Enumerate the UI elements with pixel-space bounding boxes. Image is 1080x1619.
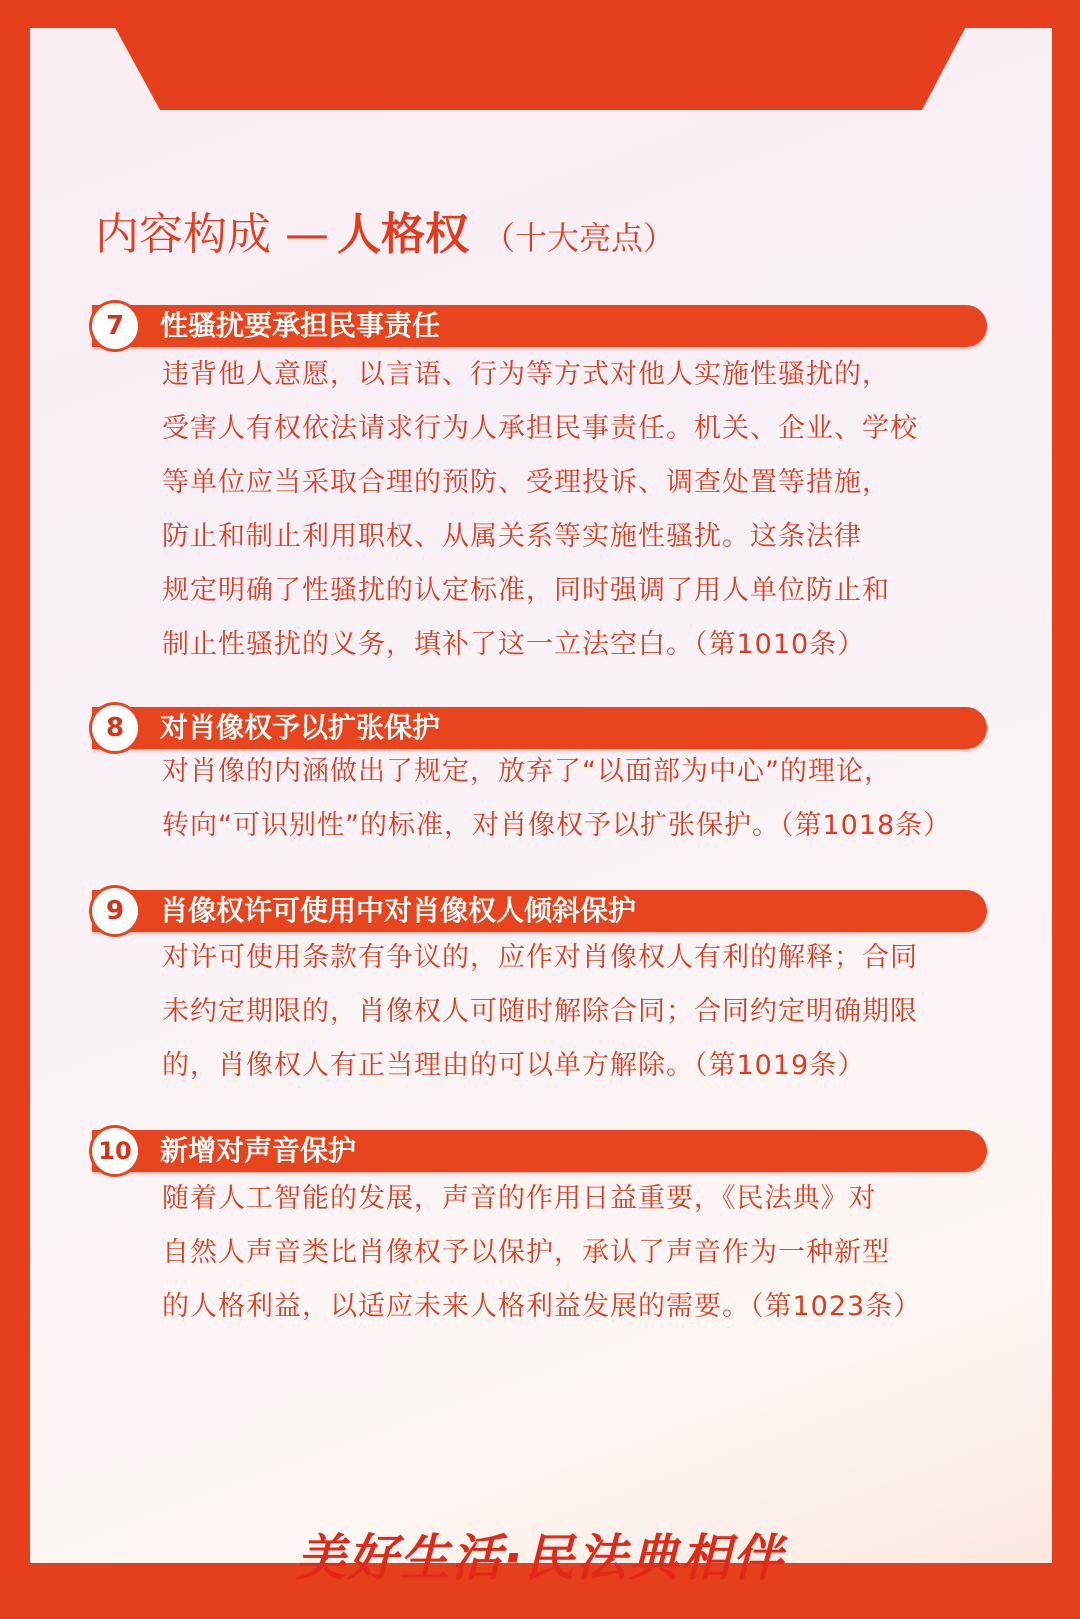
body-line: 对肖像的内涵做出了规定，放弃了“以面部为中心”的理论，: [162, 756, 892, 787]
body-line: 未约定期限的，肖像权人可随时解除合同；合同约定明确期限: [162, 996, 918, 1027]
body-line: 违背他人意愿，以言语、行为等方式对他人实施性骚扰的，: [162, 359, 890, 390]
body-line: 随着人工智能的发展，声音的作用日益重要，《民法典》对: [162, 1183, 877, 1214]
page-title: [95, 200, 675, 270]
body-line: 防止和制止利用职权、从属关系等实施性骚扰。这条法律: [162, 521, 862, 552]
section-body: [162, 348, 962, 672]
section-heading: 对肖像权予以扩张保护: [160, 711, 441, 744]
section-number: 10: [92, 1128, 138, 1174]
section-body: [162, 745, 962, 853]
section-number: 8: [92, 705, 138, 751]
section-number: 7: [92, 303, 138, 349]
title-bold: 人格权: [337, 209, 469, 260]
body-line: 自然人声音类比肖像权予以保护，承认了声音作为一种新型: [162, 1237, 890, 1268]
top-banner-tab: [0, 0, 1080, 112]
body-line: 规定明确了性骚扰的认定标准，同时强调了用人单位防止和: [162, 575, 890, 606]
body-line: 转向“可识别性”的标准，对肖像权予以扩张保护。（第1018条）: [162, 810, 952, 841]
section-body: [162, 931, 962, 1093]
title-main: 内容构成 —: [95, 209, 329, 260]
section-heading: 性骚扰要承担民事责任: [160, 309, 441, 342]
section-number: 9: [92, 888, 138, 934]
body-line: 等单位应当采取合理的预防、受理投诉、调查处置等措施，: [162, 467, 890, 498]
section-heading: 新增对声音保护: [160, 1134, 357, 1167]
section-heading: 肖像权许可使用中对肖像权人倾斜保护: [160, 894, 637, 927]
section-body: [162, 1172, 962, 1334]
body-line: 受害人有权依法请求行为人承担民事责任。机关、企业、学校: [162, 413, 918, 444]
body-line: 的人格利益，以适应未来人格利益发展的需要。（第1023条）: [162, 1291, 922, 1322]
body-line: 的，肖像权人有正当理由的可以单方解除。（第1019条）: [162, 1050, 866, 1081]
body-line: 对许可使用条款有争议的，应作对肖像权人有利的解释；合同: [162, 942, 918, 973]
footer-slogan: 美好生活·民法典相伴: [295, 1529, 785, 1587]
body-line: 制止性骚扰的义务，填补了这一立法空白。（第1010条）: [162, 629, 866, 660]
title-sub: （十大亮点）: [483, 219, 676, 257]
